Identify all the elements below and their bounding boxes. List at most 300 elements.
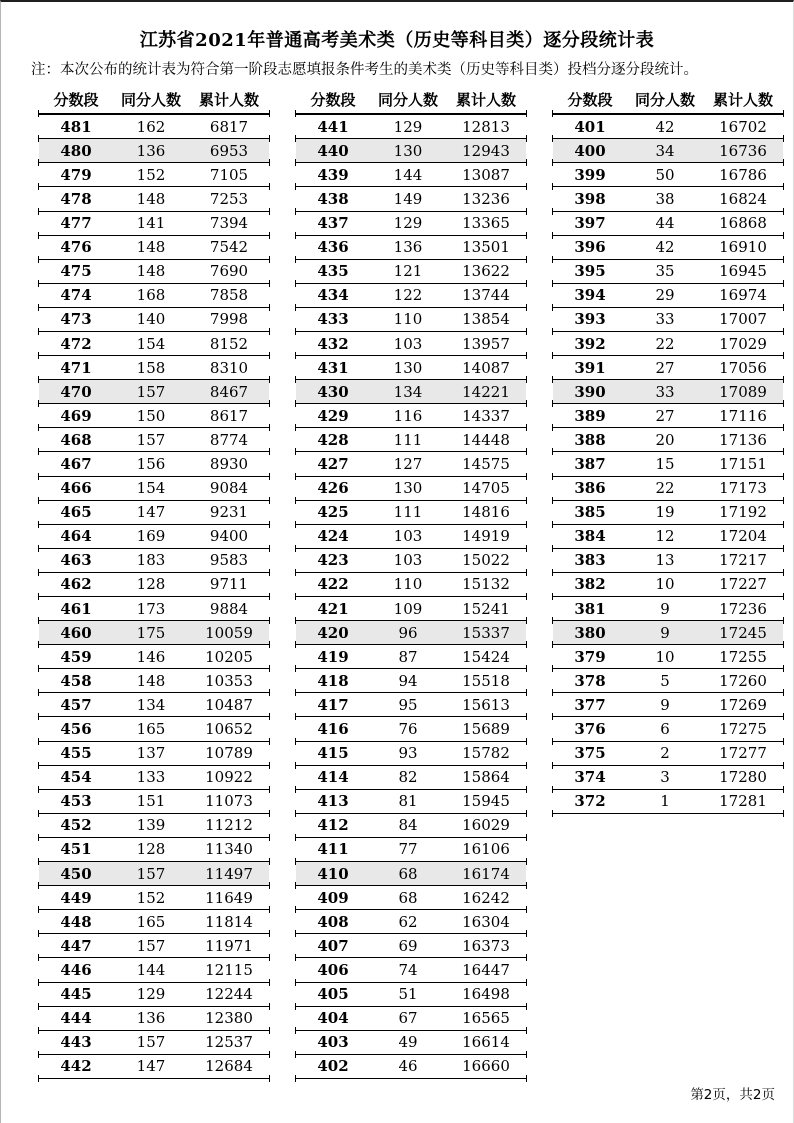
same-score-count-cell: 130 (393, 358, 423, 377)
score-cell: 416 (317, 720, 349, 739)
score-cell: 396 (574, 238, 606, 257)
cumulative-count-cell: 8617 (209, 406, 249, 425)
same-score-count-cell: 76 (398, 720, 418, 739)
same-score-count-cell: 157 (136, 1033, 166, 1052)
table-row (296, 910, 526, 934)
score-cell: 445 (60, 985, 92, 1004)
score-cell: 377 (574, 695, 606, 714)
table-row (553, 452, 783, 476)
score-cell: 383 (574, 551, 606, 570)
table-row (39, 236, 269, 260)
score-cell: 452 (60, 816, 92, 835)
score-cell: 381 (574, 599, 606, 618)
page-title: 江苏省2021年普通高考美术类（历史等科目类）逐分段统计表 (139, 30, 655, 51)
table-row (39, 669, 269, 693)
score-cell: 446 (60, 960, 92, 979)
score-cell: 393 (574, 310, 606, 329)
cumulative-count-cell: 8930 (209, 454, 249, 473)
cumulative-count-cell: 9711 (209, 575, 249, 594)
cumulative-count-cell: 6953 (209, 141, 249, 160)
table-row (296, 1031, 526, 1055)
same-score-count-cell: 157 (136, 864, 166, 883)
table-row (553, 332, 783, 356)
same-score-count-cell: 129 (136, 985, 166, 1004)
same-score-count-cell: 148 (136, 262, 166, 281)
table-row (296, 163, 526, 187)
same-score-count-cell: 152 (136, 165, 166, 184)
table-header-row (553, 89, 783, 115)
table-row (553, 597, 783, 621)
same-score-count-cell: 152 (136, 888, 166, 907)
cumulative-count-cell: 15864 (462, 768, 510, 787)
same-score-count-cell: 35 (655, 262, 675, 281)
cumulative-count-cell: 16614 (462, 1033, 510, 1052)
same-score-count-cell: 154 (136, 479, 166, 498)
table-row (39, 766, 269, 790)
same-score-count-cell: 146 (136, 647, 166, 666)
same-score-count-cell: 148 (136, 189, 166, 208)
score-cell: 427 (317, 454, 349, 473)
cumulative-count-cell: 17136 (719, 430, 767, 449)
table-row (39, 356, 269, 380)
score-cell: 439 (317, 165, 349, 184)
table-row (39, 717, 269, 741)
score-cell: 477 (60, 214, 92, 233)
score-cell: 481 (60, 117, 92, 136)
table-row (296, 212, 526, 236)
cumulative-count-cell: 16565 (462, 1009, 510, 1028)
table-row (39, 187, 269, 211)
table-row (296, 669, 526, 693)
same-score-count-cell: 29 (655, 286, 675, 305)
cumulative-count-cell: 12684 (205, 1057, 253, 1076)
table-row (39, 332, 269, 356)
table-row (296, 452, 526, 476)
same-score-count-cell: 27 (655, 406, 675, 425)
score-cell: 423 (317, 551, 349, 570)
cumulative-count-cell: 11340 (205, 840, 253, 859)
cumulative-count-cell: 10789 (205, 744, 253, 763)
table-row (296, 356, 526, 380)
cumulative-count-cell: 17089 (719, 382, 767, 401)
same-score-count-cell: 51 (398, 985, 418, 1004)
score-cell: 429 (317, 406, 349, 425)
score-cell: 410 (317, 864, 349, 883)
cumulative-count-cell: 13501 (462, 238, 510, 257)
table-row (553, 380, 783, 404)
score-cell: 419 (317, 647, 349, 666)
table-row (296, 1055, 526, 1079)
same-score-count-cell: 44 (655, 214, 675, 233)
score-cell: 432 (317, 334, 349, 353)
same-score-count-cell: 169 (136, 527, 166, 546)
same-score-count-cell: 69 (398, 936, 418, 955)
same-score-count-cell: 129 (393, 117, 423, 136)
cumulative-count-cell: 17173 (719, 479, 767, 498)
same-score-count-cell: 9 (660, 623, 670, 642)
same-score-count-cell: 38 (655, 189, 675, 208)
score-cell: 413 (317, 792, 349, 811)
table-row (296, 621, 526, 645)
same-score-count-cell: 110 (393, 310, 423, 329)
cumulative-count-cell: 15613 (462, 695, 510, 714)
score-cell: 395 (574, 262, 606, 281)
table-row (553, 356, 783, 380)
cumulative-count-cell: 15689 (462, 720, 510, 739)
cumulative-count-cell: 13236 (462, 189, 510, 208)
table-row (296, 332, 526, 356)
same-score-count-cell: 137 (136, 744, 166, 763)
same-score-count-cell: 82 (398, 768, 418, 787)
score-cell: 392 (574, 334, 606, 353)
cumulative-count-cell: 11073 (205, 792, 253, 811)
cumulative-count-cell: 14448 (462, 430, 510, 449)
same-score-count-cell: 22 (655, 479, 675, 498)
cumulative-count-cell: 14087 (462, 358, 510, 377)
column-header: 累计人数 (455, 91, 516, 110)
score-cell: 406 (317, 960, 349, 979)
same-score-count-cell: 148 (136, 238, 166, 257)
cumulative-count-cell: 15241 (462, 599, 510, 618)
cumulative-count-cell: 17236 (719, 599, 767, 618)
cumulative-count-cell: 17280 (719, 768, 767, 787)
table-row (553, 260, 783, 284)
score-cell: 456 (60, 720, 92, 739)
cumulative-count-cell: 15132 (462, 575, 510, 594)
table-row (296, 187, 526, 211)
cumulative-count-cell: 17281 (719, 792, 767, 811)
score-cell: 397 (574, 214, 606, 233)
same-score-count-cell: 19 (655, 503, 675, 522)
cumulative-count-cell: 15424 (462, 647, 510, 666)
cumulative-count-cell: 15518 (462, 671, 510, 690)
table-row (553, 477, 783, 501)
same-score-count-cell: 121 (393, 262, 423, 281)
table-row (39, 621, 269, 645)
cumulative-count-cell: 11649 (205, 888, 253, 907)
same-score-count-cell: 81 (398, 792, 418, 811)
score-cell: 469 (60, 406, 92, 425)
cumulative-count-cell: 12380 (205, 1009, 253, 1028)
cumulative-count-cell: 17275 (719, 720, 767, 739)
same-score-count-cell: 127 (393, 454, 423, 473)
score-cell: 479 (60, 165, 92, 184)
cumulative-count-cell: 7690 (209, 262, 249, 281)
score-cell: 386 (574, 479, 606, 498)
cumulative-count-cell: 13622 (462, 262, 510, 281)
score-table-left (39, 89, 269, 1079)
cumulative-count-cell: 16974 (719, 286, 767, 305)
note-text: 注：本次公布的统计表为符合第一阶段志愿填报条件考生的美术类（历史等科目类）投档分逐分段统计。 (31, 62, 698, 78)
cumulative-count-cell: 10353 (205, 671, 253, 690)
column-header: 分数段 (310, 91, 356, 110)
cumulative-count-cell: 8152 (209, 334, 249, 353)
same-score-count-cell: 6 (660, 720, 670, 739)
score-cell: 438 (317, 189, 349, 208)
score-cell: 425 (317, 503, 349, 522)
same-score-count-cell: 149 (393, 189, 423, 208)
same-score-count-cell: 128 (136, 840, 166, 859)
table-row (39, 501, 269, 525)
table-row (296, 983, 526, 1007)
score-cell: 402 (317, 1057, 349, 1076)
score-cell: 444 (60, 1009, 92, 1028)
score-cell: 428 (317, 430, 349, 449)
score-cell: 455 (60, 744, 92, 763)
table-row (296, 115, 526, 139)
cumulative-count-cell: 17269 (719, 695, 767, 714)
same-score-count-cell: 103 (393, 334, 423, 353)
table-row (39, 380, 269, 404)
cumulative-count-cell: 7394 (209, 214, 249, 233)
table-row (39, 886, 269, 910)
table-row (39, 573, 269, 597)
same-score-count-cell: 134 (136, 695, 166, 714)
score-cell: 451 (60, 840, 92, 859)
table-row (296, 380, 526, 404)
score-cell: 450 (60, 864, 92, 883)
cumulative-count-cell: 16029 (462, 816, 510, 835)
cumulative-count-cell: 17116 (719, 406, 767, 425)
same-score-count-cell: 42 (655, 117, 675, 136)
cumulative-count-cell: 15782 (462, 744, 510, 763)
score-cell: 466 (60, 479, 92, 498)
same-score-count-cell: 5 (660, 671, 670, 690)
table-row (296, 284, 526, 308)
score-cell: 384 (574, 527, 606, 546)
same-score-count-cell: 136 (136, 141, 166, 160)
score-cell: 441 (317, 117, 349, 136)
cumulative-count-cell: 14337 (462, 406, 510, 425)
table-row (39, 428, 269, 452)
same-score-count-cell: 93 (398, 744, 418, 763)
table-row (553, 766, 783, 790)
same-score-count-cell: 157 (136, 382, 166, 401)
same-score-count-cell: 157 (136, 430, 166, 449)
cumulative-count-cell: 17192 (719, 503, 767, 522)
score-cell: 460 (60, 623, 92, 642)
score-cell: 470 (60, 382, 92, 401)
table-row (553, 621, 783, 645)
table-row (296, 404, 526, 428)
same-score-count-cell: 133 (136, 768, 166, 787)
cumulative-count-cell: 17277 (719, 744, 767, 763)
cumulative-count-cell: 16702 (719, 117, 767, 136)
same-score-count-cell: 77 (398, 840, 418, 859)
table-row (296, 717, 526, 741)
table-row (553, 693, 783, 717)
score-cell: 380 (574, 623, 606, 642)
table-row (296, 958, 526, 982)
table-row (296, 236, 526, 260)
table-row (553, 236, 783, 260)
table-row (39, 958, 269, 982)
table-row (553, 428, 783, 452)
table-row (296, 308, 526, 332)
table-row (39, 452, 269, 476)
score-cell: 418 (317, 671, 349, 690)
cumulative-count-cell: 13957 (462, 334, 510, 353)
table-row (553, 212, 783, 236)
cumulative-count-cell: 17007 (719, 310, 767, 329)
cumulative-count-cell: 14705 (462, 479, 510, 498)
score-cell: 390 (574, 382, 606, 401)
table-row (296, 477, 526, 501)
table-row (296, 573, 526, 597)
same-score-count-cell: 10 (655, 647, 675, 666)
same-score-count-cell: 158 (136, 358, 166, 377)
cumulative-count-cell: 15945 (462, 792, 510, 811)
score-cell: 465 (60, 503, 92, 522)
cumulative-count-cell: 10652 (205, 720, 253, 739)
cumulative-count-cell: 14221 (462, 382, 510, 401)
column-header: 累计人数 (712, 91, 773, 110)
table-header-row (39, 89, 269, 115)
score-cell: 387 (574, 454, 606, 473)
table-row (39, 115, 269, 139)
column-header: 同分人数 (634, 91, 695, 110)
cumulative-count-cell: 14816 (462, 503, 510, 522)
table-row (553, 717, 783, 741)
table-row (296, 790, 526, 814)
cumulative-count-cell: 14919 (462, 527, 510, 546)
score-cell: 430 (317, 382, 349, 401)
same-score-count-cell: 1 (660, 792, 670, 811)
table-row (39, 525, 269, 549)
same-score-count-cell: 2 (660, 744, 670, 763)
same-score-count-cell: 111 (393, 503, 423, 522)
table-header-row (296, 89, 526, 115)
cumulative-count-cell: 16868 (719, 214, 767, 233)
score-cell: 391 (574, 358, 606, 377)
table-row (39, 1055, 269, 1079)
score-cell: 476 (60, 238, 92, 257)
table-row (39, 862, 269, 886)
table-row (553, 742, 783, 766)
table-row (553, 573, 783, 597)
table-row (39, 645, 269, 669)
same-score-count-cell: 129 (393, 214, 423, 233)
table-row (296, 645, 526, 669)
score-cell: 372 (574, 792, 606, 811)
same-score-count-cell: 62 (398, 912, 418, 931)
table-row (296, 525, 526, 549)
table-row (553, 308, 783, 332)
score-cell: 424 (317, 527, 349, 546)
same-score-count-cell: 136 (393, 238, 423, 257)
cumulative-count-cell: 12813 (462, 117, 510, 136)
cumulative-count-cell: 16242 (462, 888, 510, 907)
same-score-count-cell: 50 (655, 165, 675, 184)
same-score-count-cell: 157 (136, 936, 166, 955)
cumulative-count-cell: 11814 (205, 912, 253, 931)
score-cell: 421 (317, 599, 349, 618)
same-score-count-cell: 46 (398, 1057, 418, 1076)
cumulative-count-cell: 16106 (462, 840, 510, 859)
score-cell: 407 (317, 936, 349, 955)
score-cell: 388 (574, 430, 606, 449)
cumulative-count-cell: 16447 (462, 960, 510, 979)
score-cell: 411 (317, 840, 349, 859)
score-cell: 453 (60, 792, 92, 811)
cumulative-count-cell: 15022 (462, 551, 510, 570)
score-cell: 378 (574, 671, 606, 690)
cumulative-count-cell: 16660 (462, 1057, 510, 1076)
same-score-count-cell: 9 (660, 695, 670, 714)
column-header: 同分人数 (377, 91, 438, 110)
table-row (39, 163, 269, 187)
score-cell: 404 (317, 1009, 349, 1028)
table-row (39, 934, 269, 958)
table-row (39, 693, 269, 717)
cumulative-count-cell: 10922 (205, 768, 253, 787)
table-row (39, 838, 269, 862)
table-row (39, 814, 269, 838)
table-row (296, 934, 526, 958)
score-table-middle (296, 89, 526, 1079)
cumulative-count-cell: 11497 (205, 864, 253, 883)
cumulative-count-cell: 11212 (205, 816, 253, 835)
score-cell: 401 (574, 117, 606, 136)
table-row (296, 766, 526, 790)
cumulative-count-cell: 17260 (719, 671, 767, 690)
cumulative-count-cell: 16498 (462, 985, 510, 1004)
same-score-count-cell: 95 (398, 695, 418, 714)
same-score-count-cell: 151 (136, 792, 166, 811)
score-cell: 409 (317, 888, 349, 907)
score-cell: 448 (60, 912, 92, 931)
same-score-count-cell: 68 (398, 864, 418, 883)
table-row (296, 501, 526, 525)
score-cell: 420 (317, 623, 349, 642)
cumulative-count-cell: 13365 (462, 214, 510, 233)
cumulative-count-cell: 12537 (205, 1033, 253, 1052)
cumulative-count-cell: 9084 (209, 479, 249, 498)
cumulative-count-cell: 9400 (209, 527, 249, 546)
same-score-count-cell: 10 (655, 575, 675, 594)
column-header: 同分人数 (120, 91, 181, 110)
score-cell: 449 (60, 888, 92, 907)
cumulative-count-cell: 8467 (209, 382, 249, 401)
table-row (39, 284, 269, 308)
same-score-count-cell: 116 (393, 406, 423, 425)
score-cell: 434 (317, 286, 349, 305)
table-row (296, 838, 526, 862)
cumulative-count-cell: 16786 (719, 165, 767, 184)
cumulative-count-cell: 13854 (462, 310, 510, 329)
cumulative-count-cell: 16945 (719, 262, 767, 281)
cumulative-count-cell: 9231 (209, 503, 249, 522)
cumulative-count-cell: 7998 (209, 310, 249, 329)
cumulative-count-cell: 13744 (462, 286, 510, 305)
table-row (39, 308, 269, 332)
table-row (39, 910, 269, 934)
table-row (39, 549, 269, 573)
cumulative-count-cell: 17227 (719, 575, 767, 594)
cumulative-count-cell: 6817 (209, 117, 249, 136)
tables-container (39, 89, 793, 1079)
same-score-count-cell: 175 (136, 623, 166, 642)
cumulative-count-cell: 16736 (719, 141, 767, 160)
same-score-count-cell: 122 (393, 286, 423, 305)
score-cell: 459 (60, 647, 92, 666)
score-cell: 475 (60, 262, 92, 281)
cumulative-count-cell: 12244 (205, 985, 253, 1004)
score-cell: 403 (317, 1033, 349, 1052)
same-score-count-cell: 141 (136, 214, 166, 233)
score-cell: 389 (574, 406, 606, 425)
cumulative-count-cell: 17151 (719, 454, 767, 473)
